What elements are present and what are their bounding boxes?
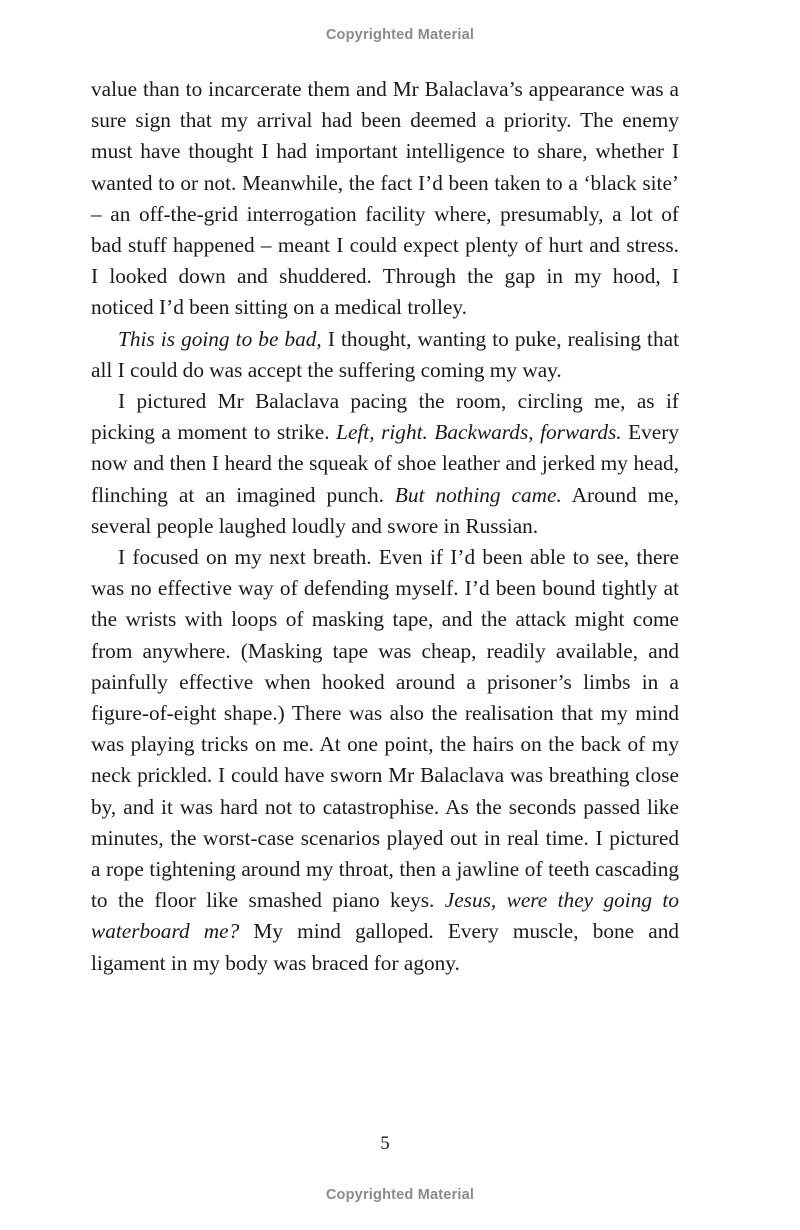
italic-text: This is going to be bad,	[118, 326, 322, 351]
text-run: I focused on my next breath. Even if I’d been able to see, there was no effective way of defending myself. I’d been bound tightly at the wrists with loops of masking tape, and the attack might come from anywhere. (Masking tape was cheap, readily available, and painfully effective when hooked around a prisoner’s limbs in a figure-of-eight shape.) There was also the realisation that my mind was playing tricks on me. At one point, the hairs on the back of my neck prickled. I could have sworn Mr Balaclava was breathing close by, and it was hard not to catastrophise. As the seconds passed like minutes, the worst-case scenarios played out in real time. I pictured a rope tightening around my throat, then a jawline of teeth cascading to the floor like smashed piano keys.	[91, 545, 679, 913]
paragraph	[91, 74, 679, 324]
watermark-top: Copyrighted Material	[325, 27, 475, 43]
watermark-bottom: Copyrighted Material	[325, 1187, 475, 1203]
italic-text: But nothing came.	[394, 482, 562, 507]
text-run: Every now and then I heard the squeak of shoe leather and jerked my head, flinching at an imagined punch.	[91, 420, 679, 507]
page-number: 5	[380, 1133, 390, 1154]
text-run: My mind galloped. Every muscle, bone and ligament in my body was braced for agony.	[91, 919, 679, 975]
paragraph	[91, 386, 679, 542]
text-run: value than to incarcerate them and Mr Balaclava’s appearance was a sure sign that my arrival had been deemed a priority. The enemy must have thought I had important intelligence to share, whether I wanted to or not. Meanwhile, the fact I’d been taken to a ‘black site’ – an off-the-grid interrogation facility where, presumably, a lot of bad stuff happened – meant I could expect plenty of hurt and stress. I looked down and shuddered. Through the gap in my hood, I noticed I’d been sitting on a medical trolley.	[91, 77, 679, 320]
paragraph	[91, 324, 679, 386]
paragraph	[91, 542, 679, 979]
italic-text: Jesus, were they going to waterboard me?	[91, 888, 679, 944]
text-run: I pictured Mr Balaclava pacing the room, circling me, as if picking a moment to strike.	[91, 389, 679, 445]
italic-text: Left, right. Backwards, forwards.	[336, 420, 622, 445]
text-run: Around me, several people laughed loudly and swore in Russian.	[91, 482, 679, 538]
body-text	[91, 74, 679, 979]
text-run: I thought, wanting to puke, realising that all I could do was accept the suffering coming my way.	[91, 326, 679, 382]
